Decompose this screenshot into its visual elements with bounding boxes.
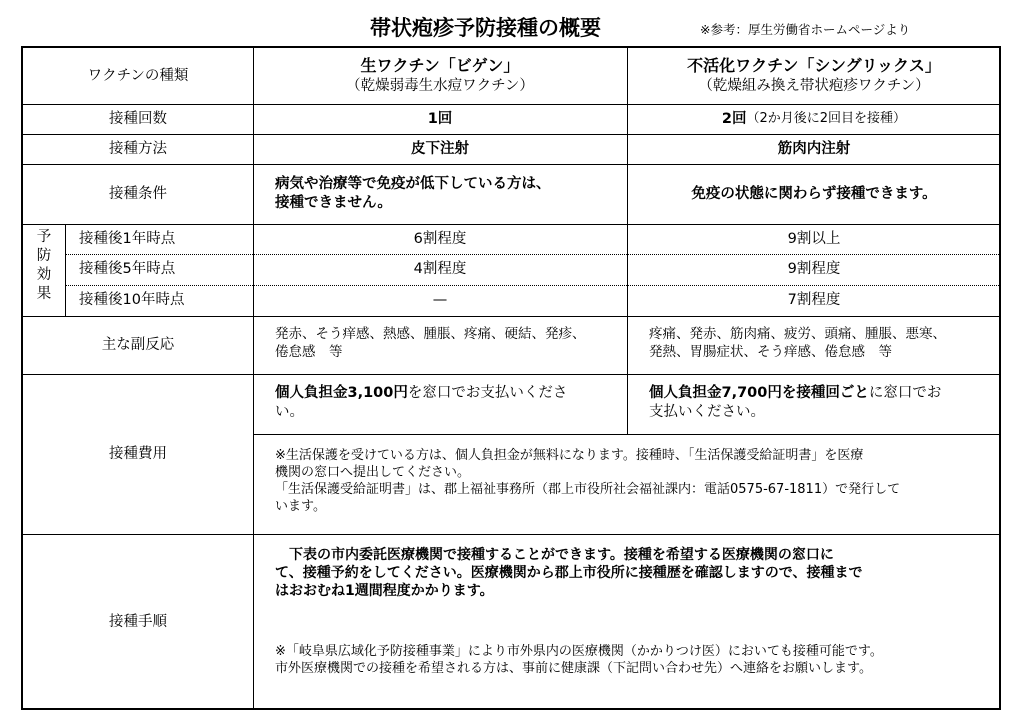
doses-label: 接種回数 bbox=[109, 110, 167, 127]
effect-group-char: 果 bbox=[36, 286, 52, 302]
condition-b: 免疫の状態に関わらず接種できます。 bbox=[691, 185, 937, 202]
vaccine-b-sub: （乾燥組み換え帯状疱疹ワクチン） bbox=[698, 77, 930, 94]
procedure-note-line: 市外医療機関での接種を希望される方は、事前に健康課（下記問い合わせ先）へ連絡をお願いします。 bbox=[275, 660, 872, 676]
procedure-main-line: 下表の市内委託医療機関で接種することができます。接種を希望する医療機関の窓口に bbox=[275, 547, 834, 563]
cost-a bbox=[253, 374, 627, 434]
cost-b-text: 支払いください。 bbox=[649, 403, 765, 420]
vaccine-b-name: 不活化ワクチン「シングリックス」 bbox=[687, 56, 941, 76]
effect-row-label: 接種後10年時点 bbox=[79, 292, 185, 309]
doses-b bbox=[627, 104, 1001, 134]
side-effects-a bbox=[253, 316, 627, 374]
vaccine-a-header bbox=[253, 48, 627, 104]
cost-b bbox=[627, 374, 1001, 434]
cost-note-line: 「生活保護受給証明書」は、郡上福祉事務所（郡上市役所社会福祉課内：電話0575-67-1811）で発行して bbox=[275, 481, 901, 497]
cost-a-text: い。 bbox=[275, 403, 304, 420]
effect-row-a: — bbox=[432, 292, 448, 309]
side-effects-a-line: 倦怠感 等 bbox=[275, 343, 343, 360]
cost-a-amount: 個人負担金3,100円 bbox=[275, 385, 408, 401]
source-note: ※参考：厚生労働省ホームページより bbox=[700, 22, 911, 37]
procedure-note bbox=[253, 644, 1001, 678]
row-line bbox=[253, 434, 1001, 435]
effect-row-b: 7割程度 bbox=[787, 292, 841, 309]
vaccine-a-name: 生ワクチン「ビゲン」 bbox=[360, 56, 520, 76]
effect-group-char: 予 bbox=[36, 229, 52, 245]
method-a: 皮下注射 bbox=[411, 140, 469, 157]
procedure-note-line: ※「岐阜県広域化予防接種事業」により市外県内の医療機関（かかりつけ医）においても接種可能です。 bbox=[275, 644, 883, 659]
method-b: 筋肉内注射 bbox=[777, 140, 851, 157]
cost-a-text: を窓口でお支払いくださ bbox=[407, 385, 568, 401]
cost-note bbox=[253, 440, 1001, 534]
condition-a-line: 病気や治療等で免疫が低下している方は、 bbox=[275, 176, 551, 193]
vaccine-a-sub: （乾燥弱毒生水痘ワクチン） bbox=[346, 77, 534, 94]
condition-label: 接種条件 bbox=[109, 185, 167, 202]
vaccine-table bbox=[21, 46, 1001, 710]
effect-group-char: 防 bbox=[36, 248, 52, 264]
effect-row-b: 9割程度 bbox=[787, 261, 841, 278]
method-label: 接種方法 bbox=[109, 140, 167, 157]
doses-a: 1回 bbox=[427, 110, 453, 127]
procedure-main bbox=[253, 546, 1001, 601]
cost-note-line: ※生活保護を受けている方は、個人負担金が無料になります。接種時、「生活保護受給証明書」を医療 bbox=[275, 448, 864, 463]
doses-b-count: 2回 bbox=[721, 110, 747, 127]
doses-b-note: （2か月後に2回目を接種） bbox=[746, 110, 907, 126]
cost-note-line: 機関の窓口へ提出してください。 bbox=[275, 464, 471, 480]
condition-a bbox=[253, 164, 627, 224]
side-effects-label: 主な副反応 bbox=[101, 336, 175, 353]
effect-row-b: 9割以上 bbox=[787, 230, 841, 247]
procedure-main-line: はおおむね1週間程度かかります。 bbox=[275, 583, 494, 600]
cost-b-text: に窓口でお bbox=[868, 385, 942, 401]
condition-a-line: 接種できません。 bbox=[275, 195, 392, 211]
cost-label: 接種費用 bbox=[109, 445, 167, 462]
cost-note-line: います。 bbox=[275, 498, 326, 514]
side-effects-b-line: 発熱、胃腸症状、そう痒感、倦怠感 等 bbox=[649, 343, 892, 360]
side-effects-b-line: 疼痛、発赤、筋肉痛、疲労、頭痛、腫脹、悪寒、 bbox=[649, 326, 946, 342]
side-effects-b bbox=[627, 316, 1001, 374]
effect-group-char: 効 bbox=[36, 267, 52, 283]
effect-row-label: 接種後5年時点 bbox=[79, 261, 176, 278]
page-title: 帯状疱疹予防接種の概要 bbox=[370, 16, 601, 40]
effect-row-a: 4割程度 bbox=[413, 261, 467, 278]
cost-b-amount: 個人負担金7,700円を接種回ごと bbox=[649, 385, 869, 401]
procedure-label: 接種手順 bbox=[109, 613, 167, 630]
effect-row-a: 6割程度 bbox=[413, 230, 467, 247]
vaccine-b-header bbox=[627, 48, 1001, 104]
effect-row-label: 接種後1年時点 bbox=[79, 230, 176, 247]
type-label: ワクチンの種類 bbox=[87, 67, 189, 84]
side-effects-a-line: 発赤、そう痒感、熱感、腫脹、疼痛、硬結、発疹、 bbox=[275, 326, 586, 342]
procedure-main-line: て、接種予約をしてください。医療機関から郡上市役所に接種歴を確認しますので、接種まで bbox=[275, 565, 863, 582]
